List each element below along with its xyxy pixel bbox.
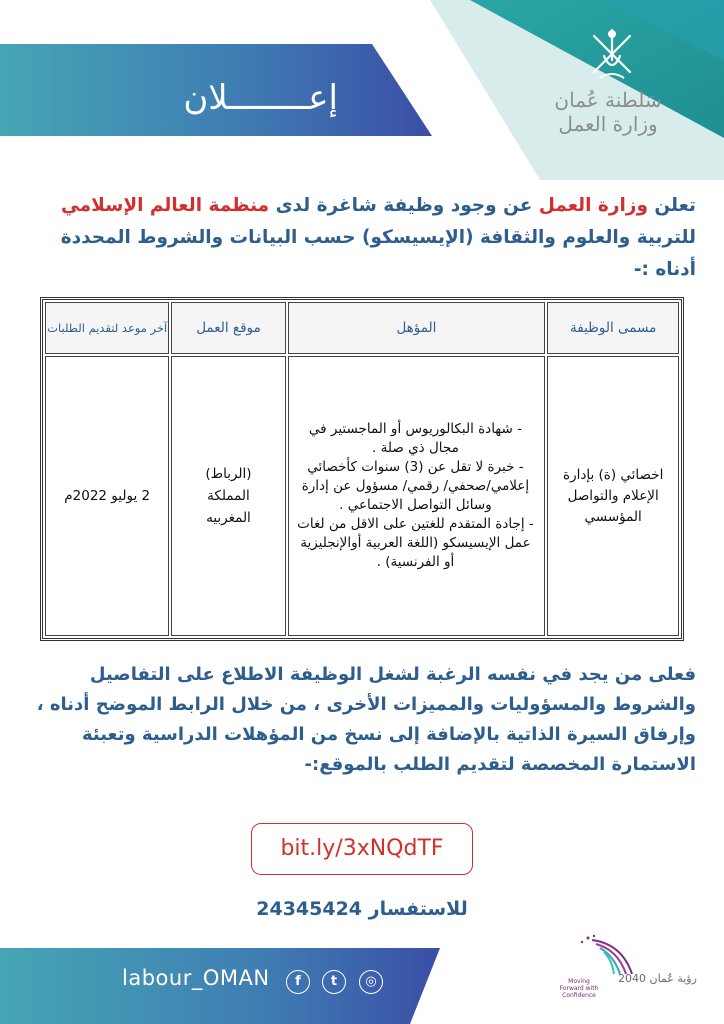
cell-location: (الرباط) المملكة المغربيه — [171, 356, 285, 636]
header-deadline: آخر موعد لتقديم الطلبات — [45, 302, 169, 354]
table-header-row — [45, 302, 679, 354]
inquiry-line — [230, 898, 494, 920]
facebook-icon[interactable]: f — [286, 970, 310, 994]
intro-text-2: عن وجود وظيفة شاغرة لدى — [269, 195, 539, 216]
qualification-line: - إجادة المتقدم للغتين على الاقل من لغات عمل الإيسيسكو (اللغة العربية أوالإنجليزية أو الفرنسية) . — [297, 516, 534, 570]
announcement-title: إعــــــــلان — [183, 78, 338, 118]
vision-tagline: Moving Forward with Confidence — [559, 978, 599, 999]
inquiry-phone[interactable]: 24345424 — [256, 898, 363, 920]
intro-text-1: تعلن — [647, 195, 696, 216]
qualification-line: - شهادة البكالوريوس أو الماجستير في مجال ذي صلة . — [308, 421, 523, 456]
header-location: موقع العمل — [171, 302, 285, 354]
intro-text-3: للتربية والعلوم والثقافة (الإيسيسكو) حسب البيانات والشروط المحددة أدناه :- — [60, 227, 696, 280]
cell-job-title: اخصائي (ة) بإدارة الإعلام والتواصل المؤسسي — [547, 356, 679, 636]
intro-paragraph — [30, 190, 696, 286]
table-row — [45, 356, 679, 636]
oman-emblem-icon — [586, 26, 638, 82]
social-handle[interactable]: labour_OMAN — [122, 966, 270, 990]
ministry-logo-text — [548, 88, 668, 136]
twitter-icon[interactable]: t — [322, 970, 346, 994]
qualification-line: - خبرة لا تقل عن (3) سنوات كأخصائي إعلامي/صحفي/ رقمي/ مسؤول عن إدارة وسائل التواصل الاجتماعي . — [301, 459, 530, 513]
closing-paragraph: فعلى من يجد في نفسه الرغبة لشغل الوظيفة الاطلاع على التفاصيل والشروط والمسؤوليات والمميزات الأخرى ، من خلال الرابط الموضح أدناه ، وإرفاق السيرة الذاتية بالإضافة إلى نسخ من المؤهلات الدراسية وتعبئة الاستمارة المخصصة لتقديم الطلب بالموقع:- — [36, 664, 696, 775]
vision-2040-label: رؤية عُمان 2040 — [618, 972, 697, 985]
logo-line-2: وزارة العمل — [558, 112, 658, 136]
application-link[interactable]: bit.ly/3xNQdTF — [251, 823, 473, 875]
ministry-name: وزارة العمل — [538, 195, 648, 216]
inquiry-label: للاستفسار — [368, 898, 468, 920]
organization-name: منظمة العالم الإسلامي — [60, 195, 270, 216]
header-job-title: مسمى الوظيفة — [547, 302, 679, 354]
header-qualification: المؤهل — [288, 302, 546, 354]
cell-qualification — [288, 356, 546, 636]
job-table — [40, 297, 684, 641]
cell-deadline: 2 يوليو 2022م — [45, 356, 169, 636]
instagram-icon[interactable]: ◎ — [359, 970, 383, 994]
logo-line-1: سَلطنة عُمان — [554, 88, 662, 112]
